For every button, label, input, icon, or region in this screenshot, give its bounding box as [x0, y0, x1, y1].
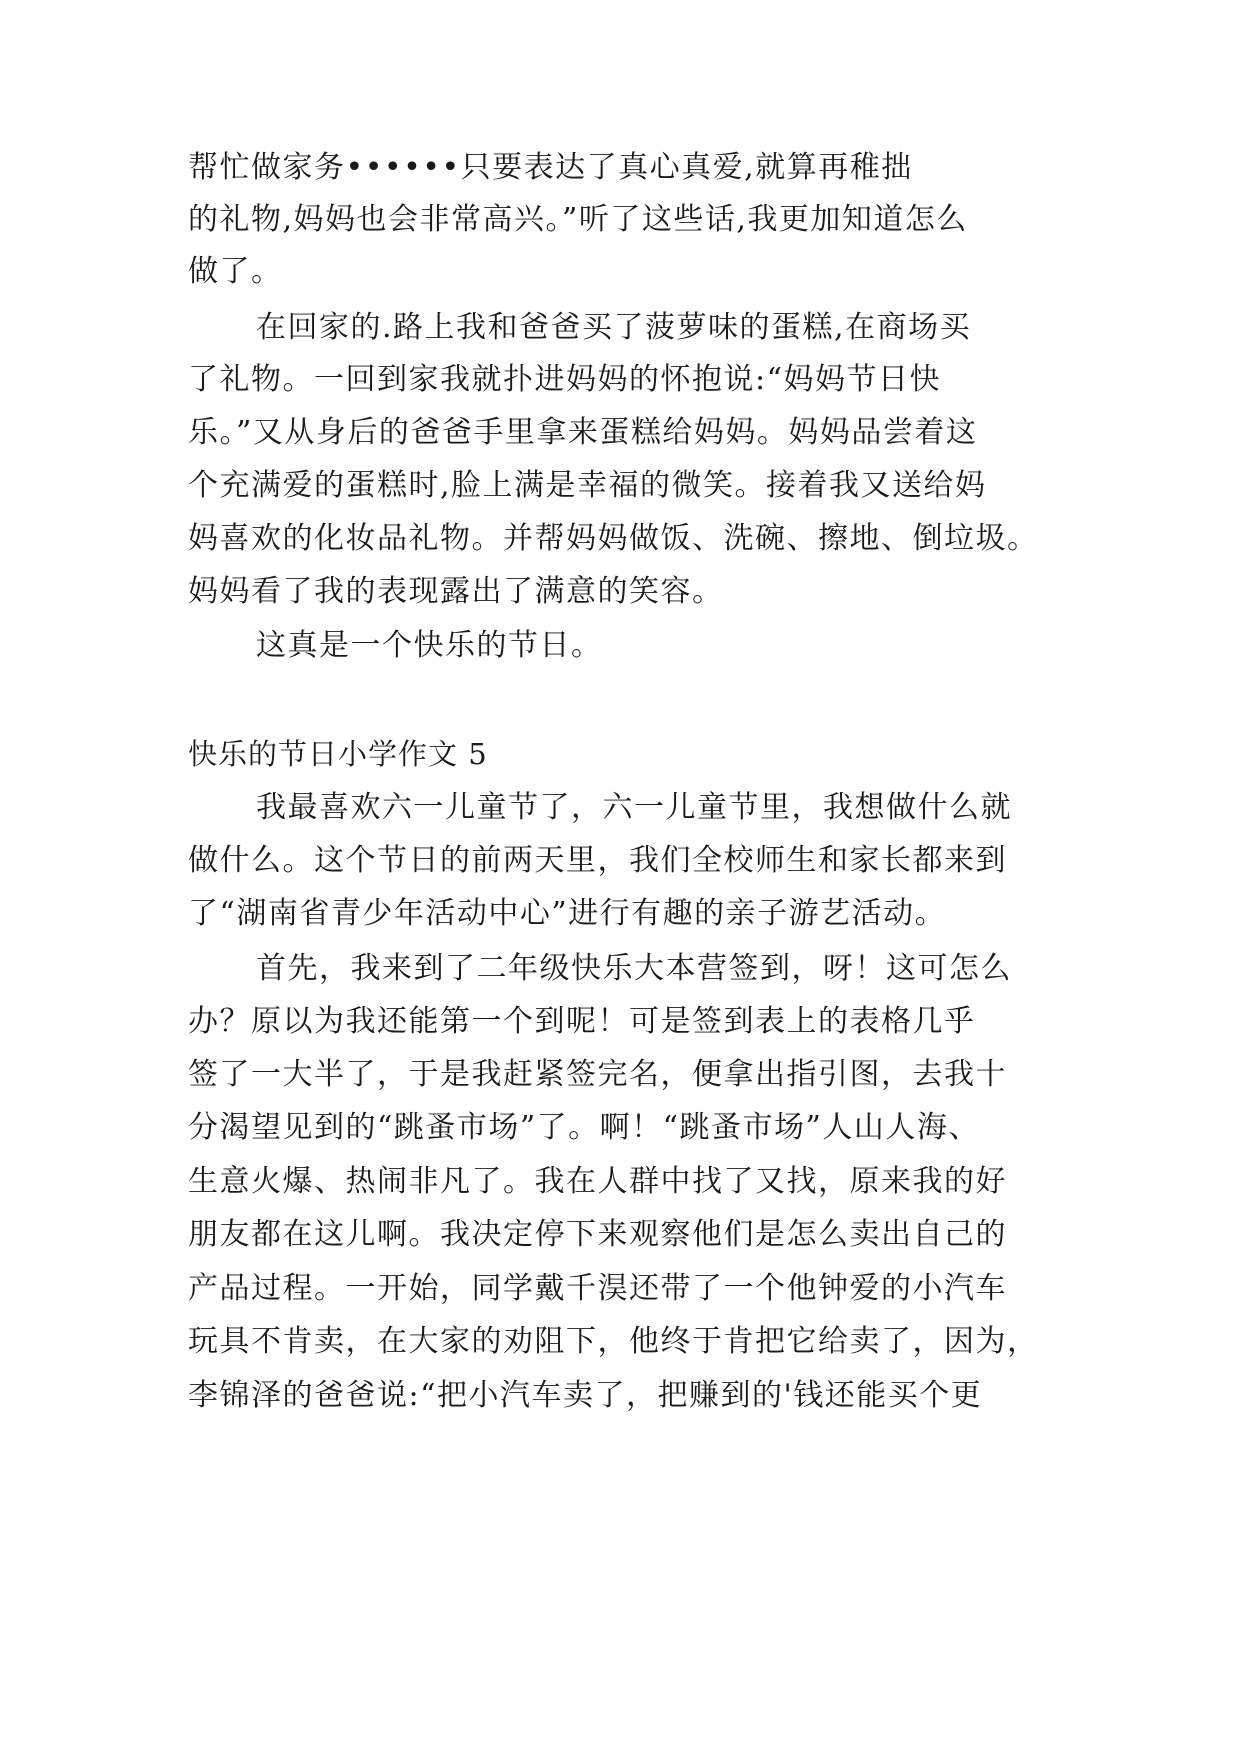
text-line: 妈妈看了我的表现露出了满意的笑容。: [188, 574, 724, 609]
text-line: 签了一大半了，于是我赶紧签完名，便拿出指引图，去我十: [188, 1057, 1007, 1092]
text-line: 朋友都在这儿啊。我决定停下来观察他们是怎么卖出自己的: [188, 1217, 1007, 1252]
text-line: 的礼物,妈妈也会非常高兴。”听了这些话,我更加知道怎么: [188, 202, 968, 237]
text-line: 乐。”又从身后的爸爸手里拿来蛋糕给妈妈。妈妈品尝着这: [188, 415, 978, 450]
text-line: 帮忙做家务••••••只要表达了真心真爱,就算再稚拙: [188, 150, 913, 185]
section-title: 快乐的节日小学作文 5: [188, 737, 488, 771]
text-line: 办？原以为我还能第一个到呢！可是签到表上的表格几乎: [188, 1004, 976, 1039]
paragraph-start-line: 在回家的.路上我和爸爸买了菠萝味的蛋糕,在商场买: [256, 310, 972, 345]
text-line: 李锦泽的爸爸说:“把小汽车卖了，把赚到的'钱还能买个更: [188, 1378, 983, 1413]
text-line: 产品过程。一开始，同学戴千淏还带了一个他钟爱的小汽车: [188, 1271, 1007, 1306]
text-line: 了“湖南省青少年活动中心”进行有趣的亲子游艺活动。: [188, 896, 947, 931]
text-line: 做了。: [188, 254, 283, 289]
text-line: 妈喜欢的化妆品礼物。并帮妈妈做饭、洗碗、擦地、倒垃圾。: [188, 521, 1039, 556]
text-line: 做什么。这个节日的前两天里，我们全校师生和家长都来到: [188, 843, 1007, 878]
text-line: 个充满爱的蛋糕时,脸上满是幸福的微笑。接着我又送给妈: [188, 468, 987, 503]
paragraph-start-line: 首先，我来到了二年级快乐大本营签到，呀！这可怎么: [256, 951, 1012, 986]
text-line: 生意火爆、热闹非凡了。我在人群中找了又找，原来我的好: [188, 1164, 1007, 1199]
text-line: 分渴望见到的“跳蚤市场”了。啊！“跳蚤市场”人山人海、: [188, 1110, 980, 1145]
text-line: 玩具不肯卖，在大家的劝阻下，他终于肯把它给卖了，因为，: [188, 1324, 1039, 1359]
text-line: 了礼物。一回到家我就扑进妈妈的怀抱说:“妈妈节日快: [188, 362, 941, 397]
paragraph-start-line: 我最喜欢六一儿童节了，六一儿童节里，我想做什么就: [256, 790, 1012, 825]
paragraph-start-line: 这真是一个快乐的节日。: [256, 628, 603, 663]
